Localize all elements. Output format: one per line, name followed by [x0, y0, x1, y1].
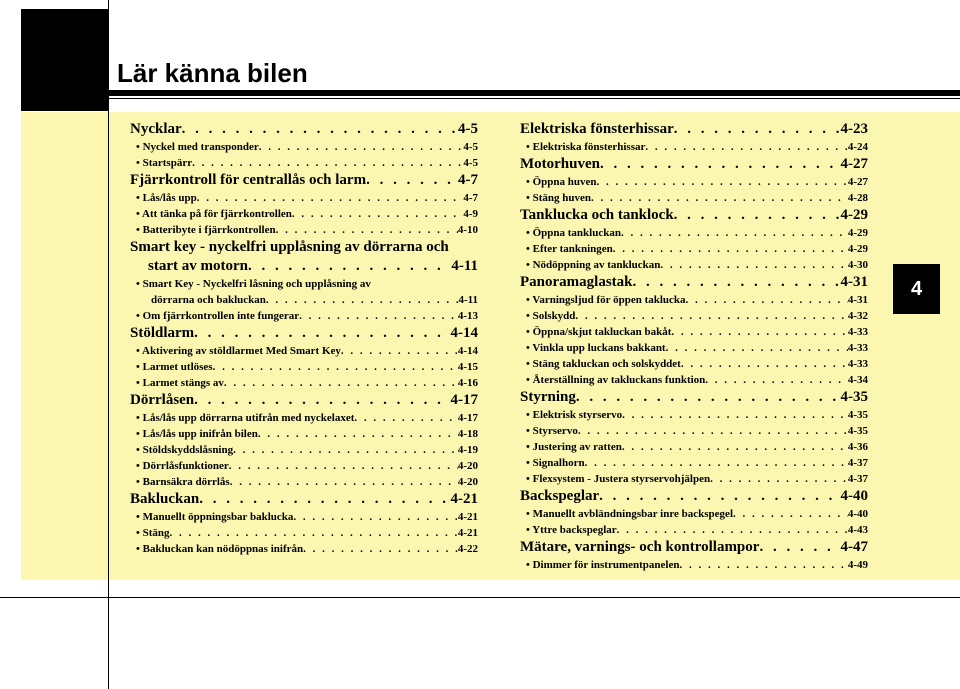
- toc-leader-dots: [666, 340, 848, 356]
- page-title: Lär känna bilen: [117, 58, 308, 88]
- toc-entry-label: • Larmet stängs av: [136, 375, 224, 391]
- toc-entry-label: • Elektrisk styrservo: [526, 407, 622, 423]
- toc-page-number: 4-13: [457, 310, 478, 322]
- toc-entry-label: • Bakluckan kan nödöppnas inifrån: [136, 541, 303, 557]
- toc-entry-label: • Batteribyte i fjärrkontrollen: [136, 222, 276, 238]
- toc-entry-label: • Flexsystem - Justera styrservohjälpen: [526, 471, 710, 487]
- toc-leader-dots: [578, 423, 848, 439]
- toc-entry-label: • Stäng takluckan och solskyddet: [526, 356, 681, 372]
- toc-leader-dots: [622, 439, 848, 455]
- toc-leader-dots: [633, 273, 841, 292]
- toc-entry-label: • Öppna/skjut takluckan bakåt: [526, 324, 671, 340]
- toc-page-number: 4-27: [840, 156, 868, 172]
- toc-page-number: 4-17: [457, 412, 478, 424]
- toc-entry-label: • Dörrlåsfunktioner: [136, 458, 229, 474]
- toc-entry-label: • Stäng: [136, 525, 170, 541]
- toc-section-entry[interactable]: [520, 538, 868, 557]
- toc-subentry[interactable]: [130, 308, 478, 324]
- toc-leader-dots: [621, 225, 848, 241]
- toc-subentry[interactable]: [130, 375, 478, 391]
- toc-page-number: 4-21: [457, 511, 478, 523]
- toc-leader-dots: [170, 525, 458, 541]
- toc-page-number: 4-40: [840, 488, 868, 504]
- toc-page-number: 4-35: [847, 409, 868, 421]
- toc-entry-label: • Elektriska fönsterhissar: [526, 139, 645, 155]
- toc-subentry[interactable]: [130, 442, 478, 458]
- toc-entry-label: • Öppna huven: [526, 174, 597, 190]
- title-rule-thin: [109, 98, 960, 99]
- toc-subentry[interactable]: [130, 190, 478, 206]
- toc-leader-dots: [366, 171, 458, 190]
- toc-leader-dots: [660, 257, 847, 273]
- toc-leader-dots: [622, 407, 848, 423]
- toc-entry-label: • Stäng huven: [526, 190, 591, 206]
- toc-leader-dots: [292, 206, 463, 222]
- toc-entry-first-line: Smart key - nyckelfri upplåsning av dörrarna och: [130, 239, 449, 255]
- toc-page-number: 4-29: [847, 243, 868, 255]
- toc-page-number: 4-16: [457, 377, 478, 389]
- toc-leader-dots: [576, 388, 841, 407]
- toc-leader-dots: [733, 506, 848, 522]
- toc-subentry[interactable]: [520, 174, 868, 190]
- toc-leader-dots: [194, 391, 450, 410]
- toc-leader-dots: [224, 375, 458, 391]
- toc-section-entry[interactable]: [520, 206, 868, 225]
- toc-leader-dots: [674, 120, 841, 139]
- toc-subentry[interactable]: [130, 426, 478, 442]
- toc-entry-label: • Styrservo: [526, 423, 578, 439]
- toc-subentry[interactable]: [520, 340, 868, 356]
- toc-page-number: 4-28: [847, 192, 868, 204]
- toc-subentry[interactable]: [520, 139, 868, 155]
- toc-page-number: 4-23: [840, 121, 868, 137]
- toc-page-number: 4-35: [847, 425, 868, 437]
- toc-subentry[interactable]: [520, 407, 868, 423]
- toc-column-left: [130, 120, 478, 557]
- toc-leader-dots: [575, 308, 847, 324]
- toc-subentry[interactable]: [130, 458, 478, 474]
- toc-subentry[interactable]: [130, 509, 478, 525]
- toc-subentry[interactable]: [520, 190, 868, 206]
- toc-leader-dots: [679, 557, 847, 573]
- toc-leader-dots: [182, 120, 458, 139]
- toc-entry-label: • Manuellt avbländningsbar inre backspegel: [526, 506, 733, 522]
- toc-page-number: 4-43: [847, 524, 868, 536]
- chapter-corner-block: [21, 9, 109, 111]
- toc-leader-dots: [674, 206, 841, 225]
- toc-entry-label: • Lås/lås upp: [136, 190, 197, 206]
- toc-subentry[interactable]: [130, 292, 478, 308]
- chapter-tab[interactable]: 4: [893, 264, 940, 314]
- toc-entry-label: • Solskydd: [526, 308, 575, 324]
- toc-leader-dots: [197, 190, 464, 206]
- toc-entry-label: • Återställning av takluckans funktion: [526, 372, 705, 388]
- toc-section-entry[interactable]: [130, 120, 478, 139]
- toc-entry-label: • Lås/lås upp inifrån bilen: [136, 426, 258, 442]
- toc-page-number: 4-19: [457, 444, 478, 456]
- toc-subentry[interactable]: [520, 225, 868, 241]
- toc-leader-dots: [229, 458, 458, 474]
- toc-page-number: 4-33: [847, 358, 868, 370]
- toc-leader-dots: [613, 241, 848, 257]
- toc-section-entry[interactable]: [130, 171, 478, 190]
- toc-subentry[interactable]: [130, 541, 478, 557]
- toc-subentry[interactable]: [520, 423, 868, 439]
- toc-leader-dots: [645, 139, 847, 155]
- toc-leader-dots: [686, 292, 848, 308]
- title-rule-thick: [109, 90, 960, 96]
- toc-entry-label: • Vinkla upp luckans bakkant: [526, 340, 666, 356]
- toc-entry-label: • Nödöppning av tankluckan: [526, 257, 660, 273]
- toc-entry-label: • Varningsljud för öppen taklucka: [526, 292, 686, 308]
- toc-entry-label: Bakluckan: [130, 491, 200, 507]
- toc-section-entry[interactable]: [130, 490, 478, 509]
- toc-page-number: 4-37: [847, 457, 868, 469]
- toc-leader-dots: [293, 509, 457, 525]
- toc-entry-label: start av motorn: [148, 258, 248, 274]
- toc-page-number: 4-33: [847, 326, 868, 338]
- toc-subentry[interactable]: [130, 410, 478, 426]
- toc-section-entry[interactable]: [520, 487, 868, 506]
- toc-page-number: 4-20: [457, 460, 478, 472]
- toc-entry-label: Stöldlarm: [130, 325, 195, 341]
- toc-page-number: 4-22: [457, 543, 478, 555]
- toc-page-number: 4-18: [457, 428, 478, 440]
- toc-column-right: [520, 120, 868, 573]
- toc-leader-dots: [266, 292, 459, 308]
- toc-section-entry[interactable]: [520, 120, 868, 139]
- toc-leader-dots: [299, 308, 458, 324]
- toc-page-number: 4-21: [450, 491, 478, 507]
- toc-subentry[interactable]: [130, 359, 478, 375]
- toc-entry-label: • Lås/lås upp dörrarna utifrån med nyckelaxet: [136, 410, 354, 426]
- toc-entry-label: Panoramaglastak: [520, 274, 633, 290]
- toc-section-entry[interactable]: [520, 388, 868, 407]
- toc-entry-label: • Nyckel med transponder: [136, 139, 259, 155]
- toc-leader-dots: [599, 487, 840, 506]
- toc-leader-dots: [192, 155, 463, 171]
- toc-page-number: 4-7: [458, 172, 478, 188]
- toc-subentry[interactable]: [520, 241, 868, 257]
- toc-section-entry[interactable]: [130, 391, 478, 410]
- toc-subentry[interactable]: [520, 372, 868, 388]
- toc-page-number: 4-20: [457, 476, 478, 488]
- toc-subentry[interactable]: [520, 439, 868, 455]
- toc-leader-dots: [671, 324, 847, 340]
- toc-leader-dots: [276, 222, 458, 238]
- toc-leader-dots: [354, 410, 457, 426]
- toc-page-number: 4-40: [847, 508, 868, 520]
- toc-entry-label: Fjärrkontroll för centrallås och larm: [130, 172, 367, 188]
- toc-entry-label: Backspeglar: [520, 488, 600, 504]
- toc-page-number: 4-29: [847, 227, 868, 239]
- toc-entry-label: Motorhuven: [520, 156, 600, 172]
- toc-entry-label: • Öppna tankluckan: [526, 225, 621, 241]
- toc-leader-dots: [248, 257, 451, 276]
- toc-subentry[interactable]: [520, 471, 868, 487]
- toc-page-number: 4-32: [847, 310, 868, 322]
- toc-page-number: 4-24: [847, 141, 868, 153]
- toc-leader-dots: [710, 471, 848, 487]
- toc-subentry[interactable]: [130, 474, 478, 490]
- toc-entry-label: dörrarna och bakluckan: [151, 294, 266, 306]
- toc-leader-dots: [230, 474, 458, 490]
- toc-page-number: 4-5: [458, 121, 478, 137]
- toc-leader-dots: [681, 356, 848, 372]
- toc-page-number: 4-7: [463, 192, 478, 204]
- toc-entry-label: • Larmet utlöses: [136, 359, 213, 375]
- toc-leader-dots: [617, 522, 848, 538]
- toc-subentry[interactable]: [130, 155, 478, 171]
- toc-page-number: 4-36: [847, 441, 868, 453]
- toc-entry-label: Elektriska fönsterhissar: [520, 121, 674, 137]
- toc-entry-label: • Manuellt öppningsbar baklucka: [136, 509, 293, 525]
- toc-leader-dots: [585, 455, 848, 471]
- toc-page-number: 4-47: [840, 539, 868, 555]
- toc-page-number: 4-27: [847, 176, 868, 188]
- toc-entry-label: • Startspärr: [136, 155, 192, 171]
- toc-page-number: 4-31: [847, 294, 868, 306]
- toc-subentry[interactable]: [520, 292, 868, 308]
- toc-entry-label: • Stöldskyddslåsning: [136, 442, 233, 458]
- toc-leader-dots: [759, 538, 840, 557]
- toc-subentry[interactable]: [130, 525, 478, 541]
- toc-page-number: 4-9: [463, 208, 478, 220]
- toc-leader-dots: [591, 190, 848, 206]
- toc-entry-label: Dörrlåsen: [130, 392, 195, 408]
- toc-entry-label: • Justering av ratten: [526, 439, 622, 455]
- toc-entry-label: Styrning: [520, 389, 576, 405]
- toc-subentry[interactable]: [520, 522, 868, 538]
- toc-subentry[interactable]: [520, 506, 868, 522]
- toc-page-number: 4-11: [451, 258, 478, 274]
- toc-leader-dots: [258, 426, 458, 442]
- toc-page-number: 4-35: [840, 389, 868, 405]
- toc-entry-label: • Efter tankningen: [526, 241, 613, 257]
- toc-leader-dots: [597, 174, 848, 190]
- toc-subentry[interactable]: [130, 343, 478, 359]
- toc-entry-label: • Signalhorn: [526, 455, 585, 471]
- toc-subentry[interactable]: [130, 222, 478, 238]
- toc-page-number: 4-33: [847, 342, 868, 354]
- toc-section-entry[interactable]: [520, 155, 868, 174]
- toc-page-number: 4-34: [847, 374, 868, 386]
- toc-subentry[interactable]: [520, 356, 868, 372]
- toc-subentry[interactable]: [520, 308, 868, 324]
- toc-page-number: 4-31: [840, 274, 868, 290]
- footer-rule: [0, 597, 960, 598]
- toc-leader-dots: [705, 372, 848, 388]
- toc-page-number: 4-29: [840, 207, 868, 223]
- toc-subentry[interactable]: [520, 557, 868, 573]
- toc-leader-dots: [199, 490, 450, 509]
- toc-entry-label: • Yttre backspeglar: [526, 522, 617, 538]
- toc-entry-label: Nycklar: [130, 121, 182, 137]
- toc-section-entry[interactable]: [130, 257, 478, 276]
- toc-page-number: 4-14: [457, 345, 478, 357]
- toc-entry-label: Mätare, varnings- och kontrollampor: [520, 539, 760, 555]
- toc-leader-dots: [600, 155, 841, 174]
- toc-page-number: 4-15: [457, 361, 478, 373]
- toc-entry-label: • Barnsäkra dörrlås: [136, 474, 230, 490]
- toc-page-number: 4-30: [847, 259, 868, 271]
- toc-page-number: 4-14: [450, 325, 478, 341]
- toc-leader-dots: [194, 324, 450, 343]
- toc-subentry[interactable]: [130, 206, 478, 222]
- toc-page-number: 4-49: [847, 559, 868, 571]
- toc-page-number: 4-10: [457, 224, 478, 236]
- toc-page-number: 4-5: [463, 141, 478, 153]
- toc-entry-label: • Att tänka på för fjärrkontrollen: [136, 206, 292, 222]
- toc-leader-dots: [341, 343, 458, 359]
- toc-page-number: 4-5: [463, 157, 478, 169]
- toc-section-entry[interactable]: [520, 273, 868, 292]
- toc-leader-dots: [303, 541, 458, 557]
- toc-subentry[interactable]: [520, 324, 868, 340]
- toc-page-number: 4-21: [457, 527, 478, 539]
- toc-leader-dots: [259, 139, 464, 155]
- toc-section-entry[interactable]: [130, 324, 478, 343]
- toc-entry-label: Tanklucka och tanklock: [520, 207, 674, 223]
- toc-subentry[interactable]: [130, 139, 478, 155]
- toc-page-number: 4-11: [458, 294, 478, 306]
- toc-leader-dots: [233, 442, 458, 458]
- toc-page-number: 4-17: [450, 392, 478, 408]
- toc-entry-label: • Aktivering av stöldlarmet Med Smart Key: [136, 343, 341, 359]
- toc-page-number: 4-37: [847, 473, 868, 485]
- toc-entry-first-line: • Smart Key - Nyckelfri låsning och upplåsning av: [130, 276, 478, 292]
- toc-entry-label: • Dimmer för instrumentpanelen: [526, 557, 679, 573]
- toc-subentry[interactable]: [520, 257, 868, 273]
- toc-entry-label: • Om fjärrkontrollen inte fungerar: [136, 308, 299, 324]
- toc-subentry[interactable]: [520, 455, 868, 471]
- toc-leader-dots: [213, 359, 458, 375]
